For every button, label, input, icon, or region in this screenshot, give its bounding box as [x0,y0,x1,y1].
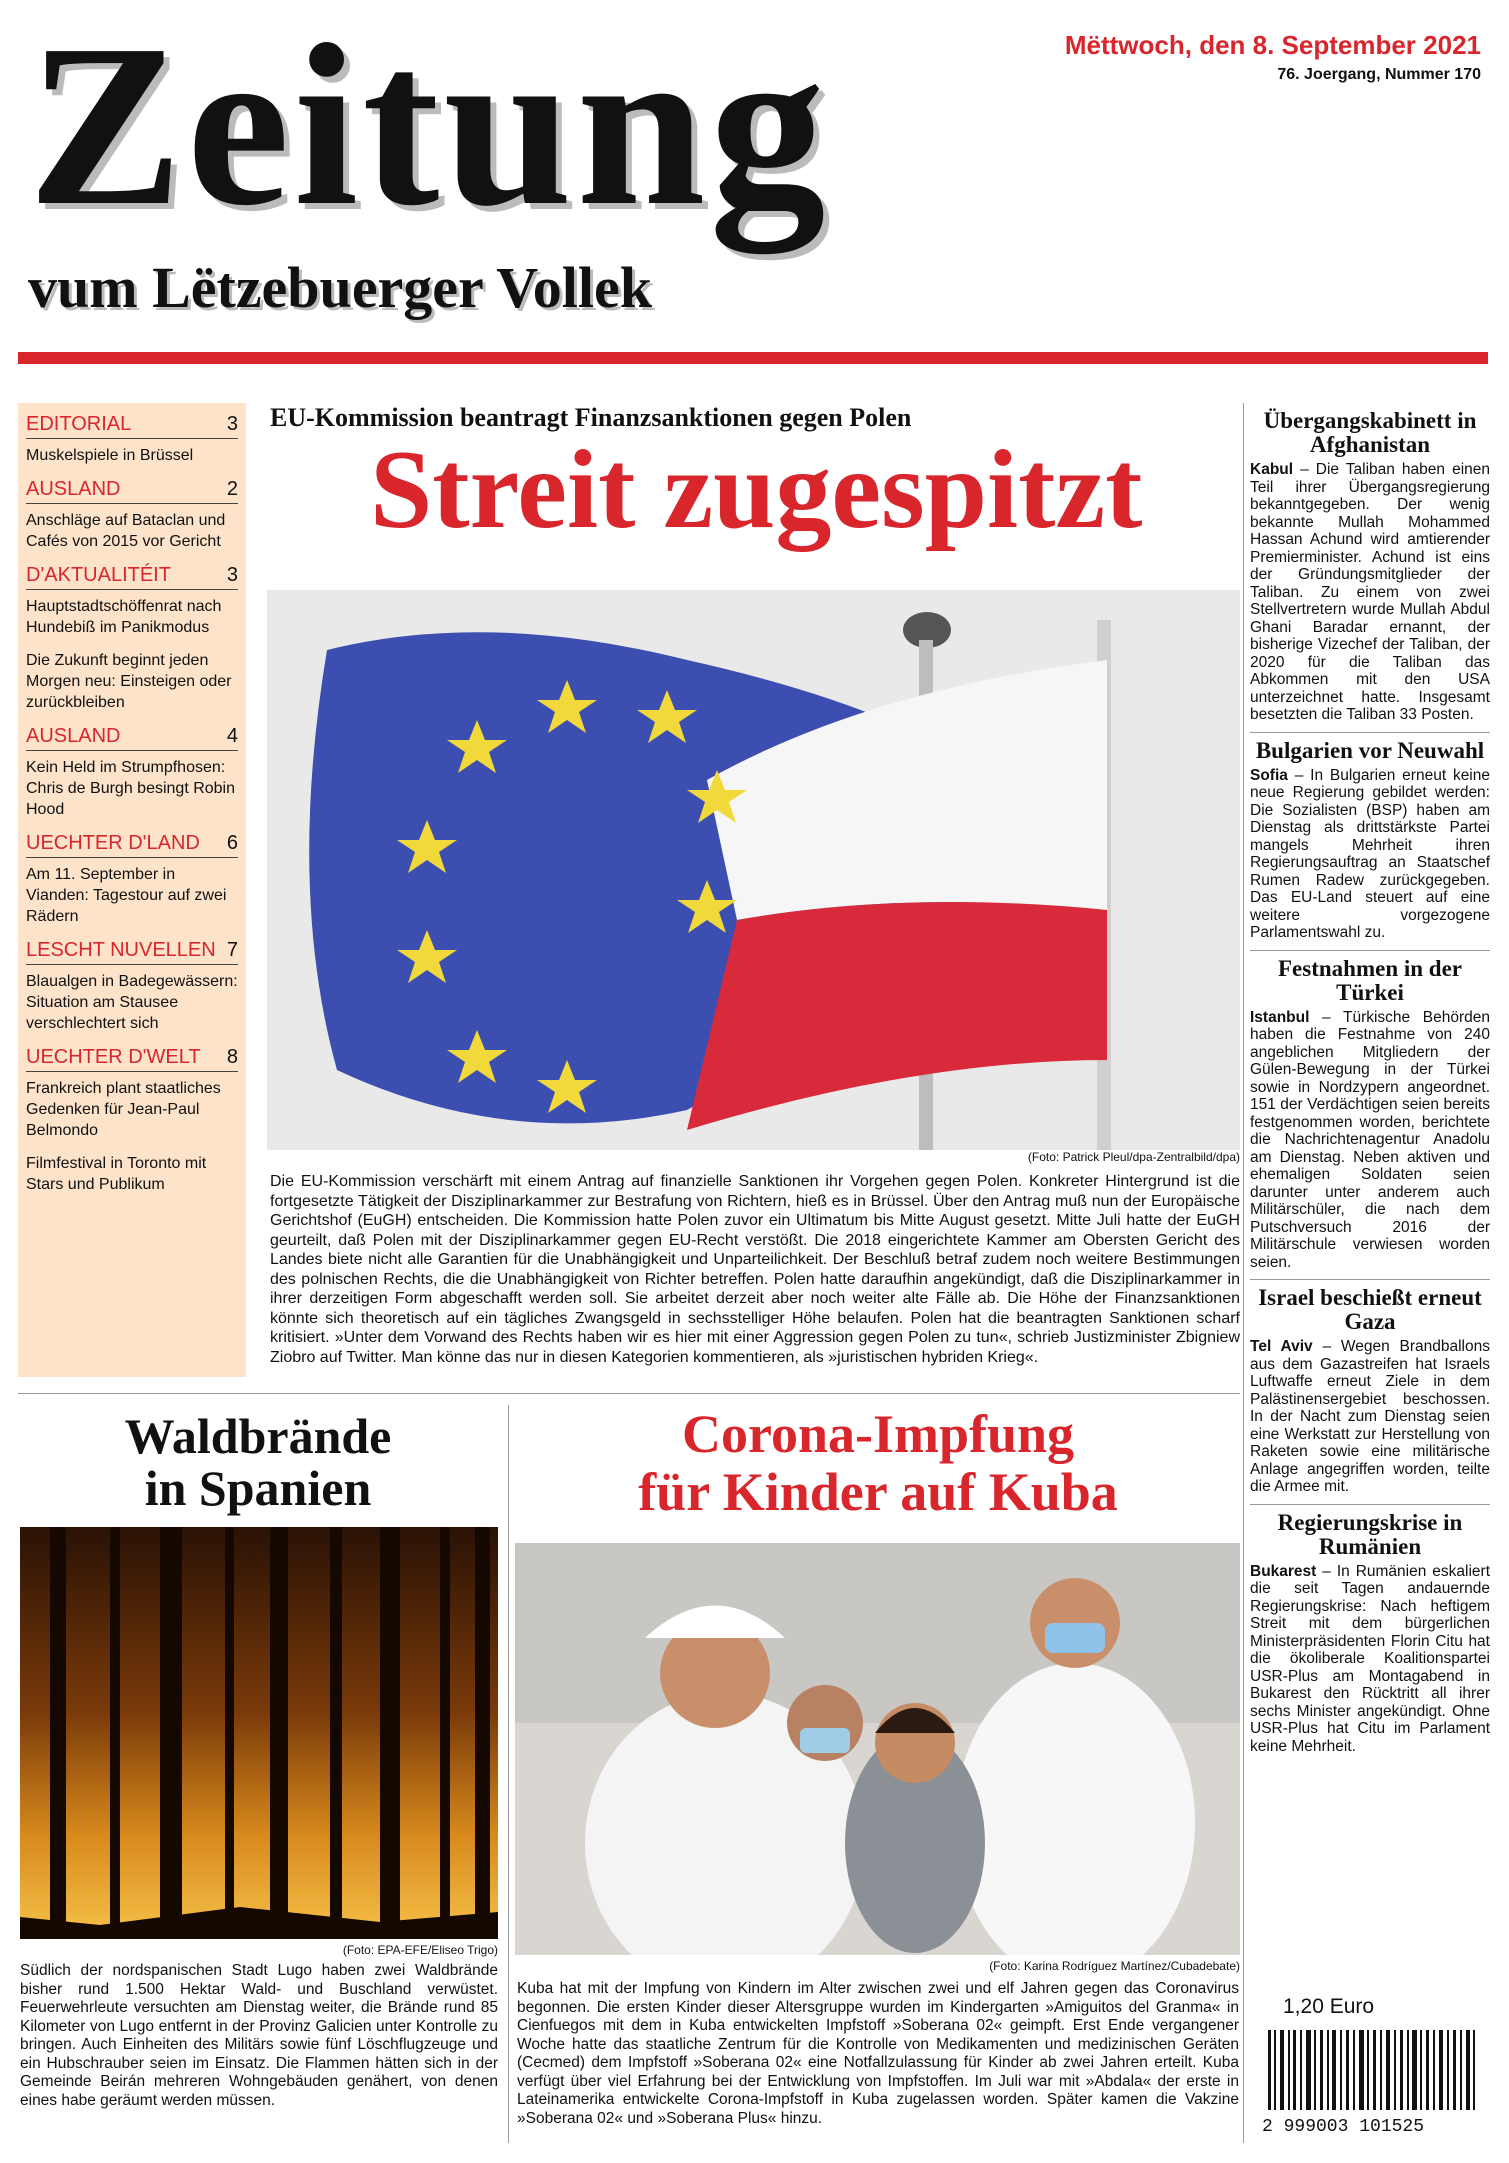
lead-body: Die EU-Kommission verschärft mit einem Antrag auf finanzielle Sanktionen ihr Vorgehen gegen Polen. Konkreter Hintergrund ist die fortgesetzte Tätigkeit der Disziplinarkammer zur Bestrafung von Richtern, hieß es in Brüssel. Über den Antrag muß nun der Europäische Gerichtshof (EuGH) entscheiden. Die Kommission hatte Polen zuvor ein Ultimatum bis Mitte August gesetzt. Mitte Juli hatte der EuGH geurteilt, daß Polen mit der Disziplinarkammer gegen EU-Recht verstößt. Die 2018 eingerichtete Kammer am Obersten Gericht des Landes biete nicht alle Garantien für die Unabhängigkeit und Unparteilichkeit. Der Beschluß betraf zudem noch weitere Bestimmungen des polnischen Rechts, die die Unabhängigkeit von Richter betreffen. Polen hatte daraufhin angekündigt, daß die Disziplinarkammer in ihrer derzeitigen Form abgeschafft werden soll. Sie arbeitet derzeit aber noch weiter alte Fälle ab. Die Höhe der Finanzsanktionen könnte sich theoretisch auf ein tägliches Zwangsgeld in sechsstelliger Höhe belaufen. Polen hat die beantragten Sanktionen scharf kritisiert. »Unter dem Vorwand des Rechts haben wir es hier mit einer Aggression gegen Polen zu tun«, schrieb Justizminister Zbigniew Ziobro auf Twitter. Man könne das nur in diesen Kategorien kommentieren, als »juristischen hybriden Krieg«. [270,1173,1240,1366]
index-section[interactable] [26,725,238,820]
index-item[interactable]: Frankreich plant staatliches Gedenken für Jean-Paul Belmondo [26,1080,221,1139]
index-page-number: 8 [226,1046,238,1068]
brief-text: – In Bulgarien erneut keine neue Regierung gebildet werden: Die Sozialisten (BSP) haben am Dienstag als drittstärkste Partei mangels Mehrheit ihren Regierungsauftrag an Staatschef Rumen Radew zurückgegeben. Das EU-Land steuert auf eine weitere vorgezogene Parlamentswahl zu. [1250,766,1490,941]
forest-fire-illustration [20,1527,498,1939]
brief-divider [1250,1504,1490,1505]
index-item[interactable]: Anschläge auf Bataclan und Cafés von 2015 vor Gericht [26,512,226,550]
vaccination-illustration [515,1543,1240,1955]
lead-photo-credit: (Foto: Patrick Pleul/dpa-Zentralbild/dpa) [1027,1150,1240,1164]
brief-text: – Wegen Brandballons aus dem Gazastreifen hat Israels Luftwaffe erneut Ziele in dem Palästinensergebiet beschossen. In der Nacht zum Dienstag seien eine Werkstatt zur Herstellung von Raketen sowie eine militärische Anlage angegriffen worden, teilte die Armee mit. [1250,1338,1490,1495]
index-section-title[interactable]: UECHTER D'LAND [26,832,200,854]
brief-text: – In Rumänien eskaliert die seit Tagen andauernde Regierungskrise: Nach heftigem Streit mit dem bürgerlichen Ministerpräsidenten Florin Citu hat die ökoliberale Koalitionspartei USR-Plus am Montagabend in Bukarest den Rücktritt all ihrer sechs Minister angekündigt. Ohne USR-Plus hat Citu im Parlament keine Mehrheit. [1250,1562,1490,1755]
index-section-title[interactable]: AUSLAND [26,725,121,747]
index-section[interactable] [26,478,238,552]
brief-item [1250,1511,1490,1756]
index-item[interactable]: Blaualgen in Badegewässern: Situation am Stausee verschlechtert sich [26,973,238,1032]
index-item[interactable]: Muskelspiele in Brüssel [26,447,194,464]
brief-text: – Türkische Behörden haben die Festnahme von 240 angeblichen Mitgliedern der Gülen-Bewegung in der Türkei sowie in Nordzypern angeordnet. 151 der Verdächtigen seien bereits festgenommen worden, berichtete die Nachrichtenagentur Anadolu am Dienstag. Neben aktiven und ehemaligen Soldaten seien darunter unter anderem auch Militärschüler, die nach dem Putschversuch 2016 der Militärschule verwiesen worden seien. [1250,1008,1490,1271]
brief-item [1250,409,1490,724]
price: 1,20 Euro [1283,1995,1375,2018]
index-section[interactable] [26,939,238,1034]
column-divider [1243,403,1244,2143]
index-page-number: 2 [226,478,238,500]
brief-title[interactable]: Regierungskrise in Rumänien [1277,1509,1463,1559]
brief-place: Istanbul [1250,1008,1310,1026]
index-item[interactable]: Hauptstadtschöffenrat nach Hundebiß im Panikmodus [26,598,222,636]
brief-title[interactable]: Bulgarien vor Neuwahl [1255,737,1485,763]
masthead-divider [18,352,1488,364]
index-page-number: 4 [226,725,238,747]
lead-headline[interactable]: Streit zugespitzt [370,428,1143,552]
fire-headline[interactable] [18,1410,498,1514]
brief-item [1250,1286,1490,1496]
brief-place: Sofia [1250,766,1288,784]
issue-date: Mëttwoch, den 8. September 2021 [1064,30,1481,60]
flags-illustration [267,590,1240,1150]
vaccination-photo [515,1543,1240,1955]
brief-item [1250,957,1490,1272]
brief-divider [1250,732,1490,733]
index-item[interactable]: Die Zukunft beginnt jeden Morgen neu: Einsteigen oder zurückbleiben [26,652,232,711]
index-item[interactable]: Kein Held im Strumpfhosen: Chris de Burgh besingt Robin Hood [26,759,236,818]
brief-text: – Die Taliban haben einen Teil ihrer Übergangsregierung bekanntgegeben. Der wenig bekannte Mullah Mohammed Hassan Achund wird amtierender Premierminister. Achund ist eins der Gründungsmitglieder der Taliban. Zu einem von zwei Stellvertretern wurde Mullah Abdul Ghani Baradar ernannt, der bisherige Vizechef der Taliban, der 2020 für die Taliban das Abkommen mit den USA unterzeichnet hatte. Insgesamt besetzten die Taliban 33 Posten. [1250,461,1490,723]
news-briefs [1250,403,1490,1763]
index-page-number: 7 [226,939,238,961]
cuba-photo-credit: (Foto: Karina Rodríguez Martínez/Cubadebate) [989,1959,1240,1973]
fire-headline-line-1: Waldbrände [124,1408,392,1464]
lead-kicker: EU-Kommission beantragt Finanzsanktionen gegen Polen [270,403,912,432]
barcode-bars [1262,2030,1482,2110]
cuba-body: Kuba hat mit der Impfung von Kindern im Alter zwischen zwei und elf Jahren gegen das Coronavirus begonnen. Die ersten Kinder dieser Altersgruppe wurden im Kindergarten »Amiguitos del Granma« in Cienfuegos mit dem in Kuba entwickelten Impfstoff »Soberana 02« geimpft. Erst Ende vergangener Woche hatte das staatliche Zentrum für die Kontrolle von Medikamenten und medizinischen Geräten (Cecmed) dem Impfstoff »Soberana 02« eine Notfallzulassung für Kinder ab zwei Jahren erteilt. Kuba verfügt über viel Erfahrung bei der Entwicklung von Impfstoffen. Im Juli war mit »Abdala« der erste in Lateinamerika entwickelte Corona-Impfstoff in Kuba zugelassen worden. Später kamen die Vakzine »Soberana 02« und »Soberana Plus« hinzu. [517,1980,1239,2127]
masthead-subtitle: vum Lëtzebuerger Vollek [28,255,652,320]
index-section[interactable] [26,564,238,713]
index-page-number: 3 [226,413,238,435]
brief-title[interactable]: Festnahmen in der Türkei [1278,955,1462,1005]
contents-index [18,403,246,1377]
index-section[interactable] [26,1046,238,1195]
cuba-headline-line-2: für Kinder auf Kuba [638,1462,1118,1522]
section-divider [18,1393,1240,1394]
brief-divider [1250,1279,1490,1280]
brief-title[interactable]: Übergangskabinett in Afghanistan [1263,408,1477,457]
index-section[interactable] [26,832,238,927]
brief-item [1250,739,1490,942]
brief-place: Kabul [1250,461,1294,478]
index-page-number: 3 [226,564,238,586]
index-section-title[interactable]: EDITORIAL [26,413,132,435]
index-section-title[interactable]: UECHTER D'WELT [26,1046,201,1068]
index-section-title[interactable]: AUSLAND [26,478,121,500]
cuba-headline[interactable] [518,1405,1238,1521]
index-item[interactable]: Am 11. September in Vianden: Tagestour auf zwei Rädern [26,866,227,925]
fire-body: Südlich der nordspanischen Stadt Lugo haben zwei Waldbrände bisher rund 1.500 Hektar Wald- und Buschland verwüstet. Feuerwehrleute versuchten am Dienstag weiter, die Brände rund 85 Kilometer von Lugo entfernt in der Provinz Galicien unter Kontrolle zu bringen. Auch Einheiten des Militärs sowie fünf Löschflugzeuge und ein Hubschrauber seien im Einsatz. Die Flammen hätten sich in der Gemeinde Beirán mehreren Wohngebäuden genähert, von denen eines habe geräumt werden müssen. [20,1962,498,2109]
brief-place: Bukarest [1250,1562,1317,1580]
column-divider [508,1405,509,2143]
index-section[interactable] [26,413,238,466]
brief-divider [1250,950,1490,951]
brief-title[interactable]: Israel beschießt erneut Gaza [1258,1285,1482,1334]
index-page-number: 6 [226,832,238,854]
masthead-title: Zeitung [28,0,830,254]
barcode [1262,2030,1482,2137]
lead-photo-eu-poland-flags [267,590,1240,1150]
fire-headline-line-2: in Spanien [144,1460,372,1516]
brief-place: Tel Aviv [1250,1338,1313,1355]
index-section-title[interactable]: LESCHT NUVELLEN [26,939,216,961]
index-section-title[interactable]: D'AKTUALITÉIT [26,564,171,586]
index-item[interactable]: Filmfestival in Toronto mit Stars und Publikum [26,1155,207,1193]
barcode-number: 2 999003 101525 [1262,2117,1425,2137]
forest-fire-photo [20,1527,498,1939]
fire-photo-credit: (Foto: EPA-EFE/Eliseo Trigo) [342,1943,498,1957]
issue-number: 76. Joergang, Nummer 170 [1277,66,1481,83]
cuba-headline-line-1: Corona-Impfung [681,1404,1075,1464]
